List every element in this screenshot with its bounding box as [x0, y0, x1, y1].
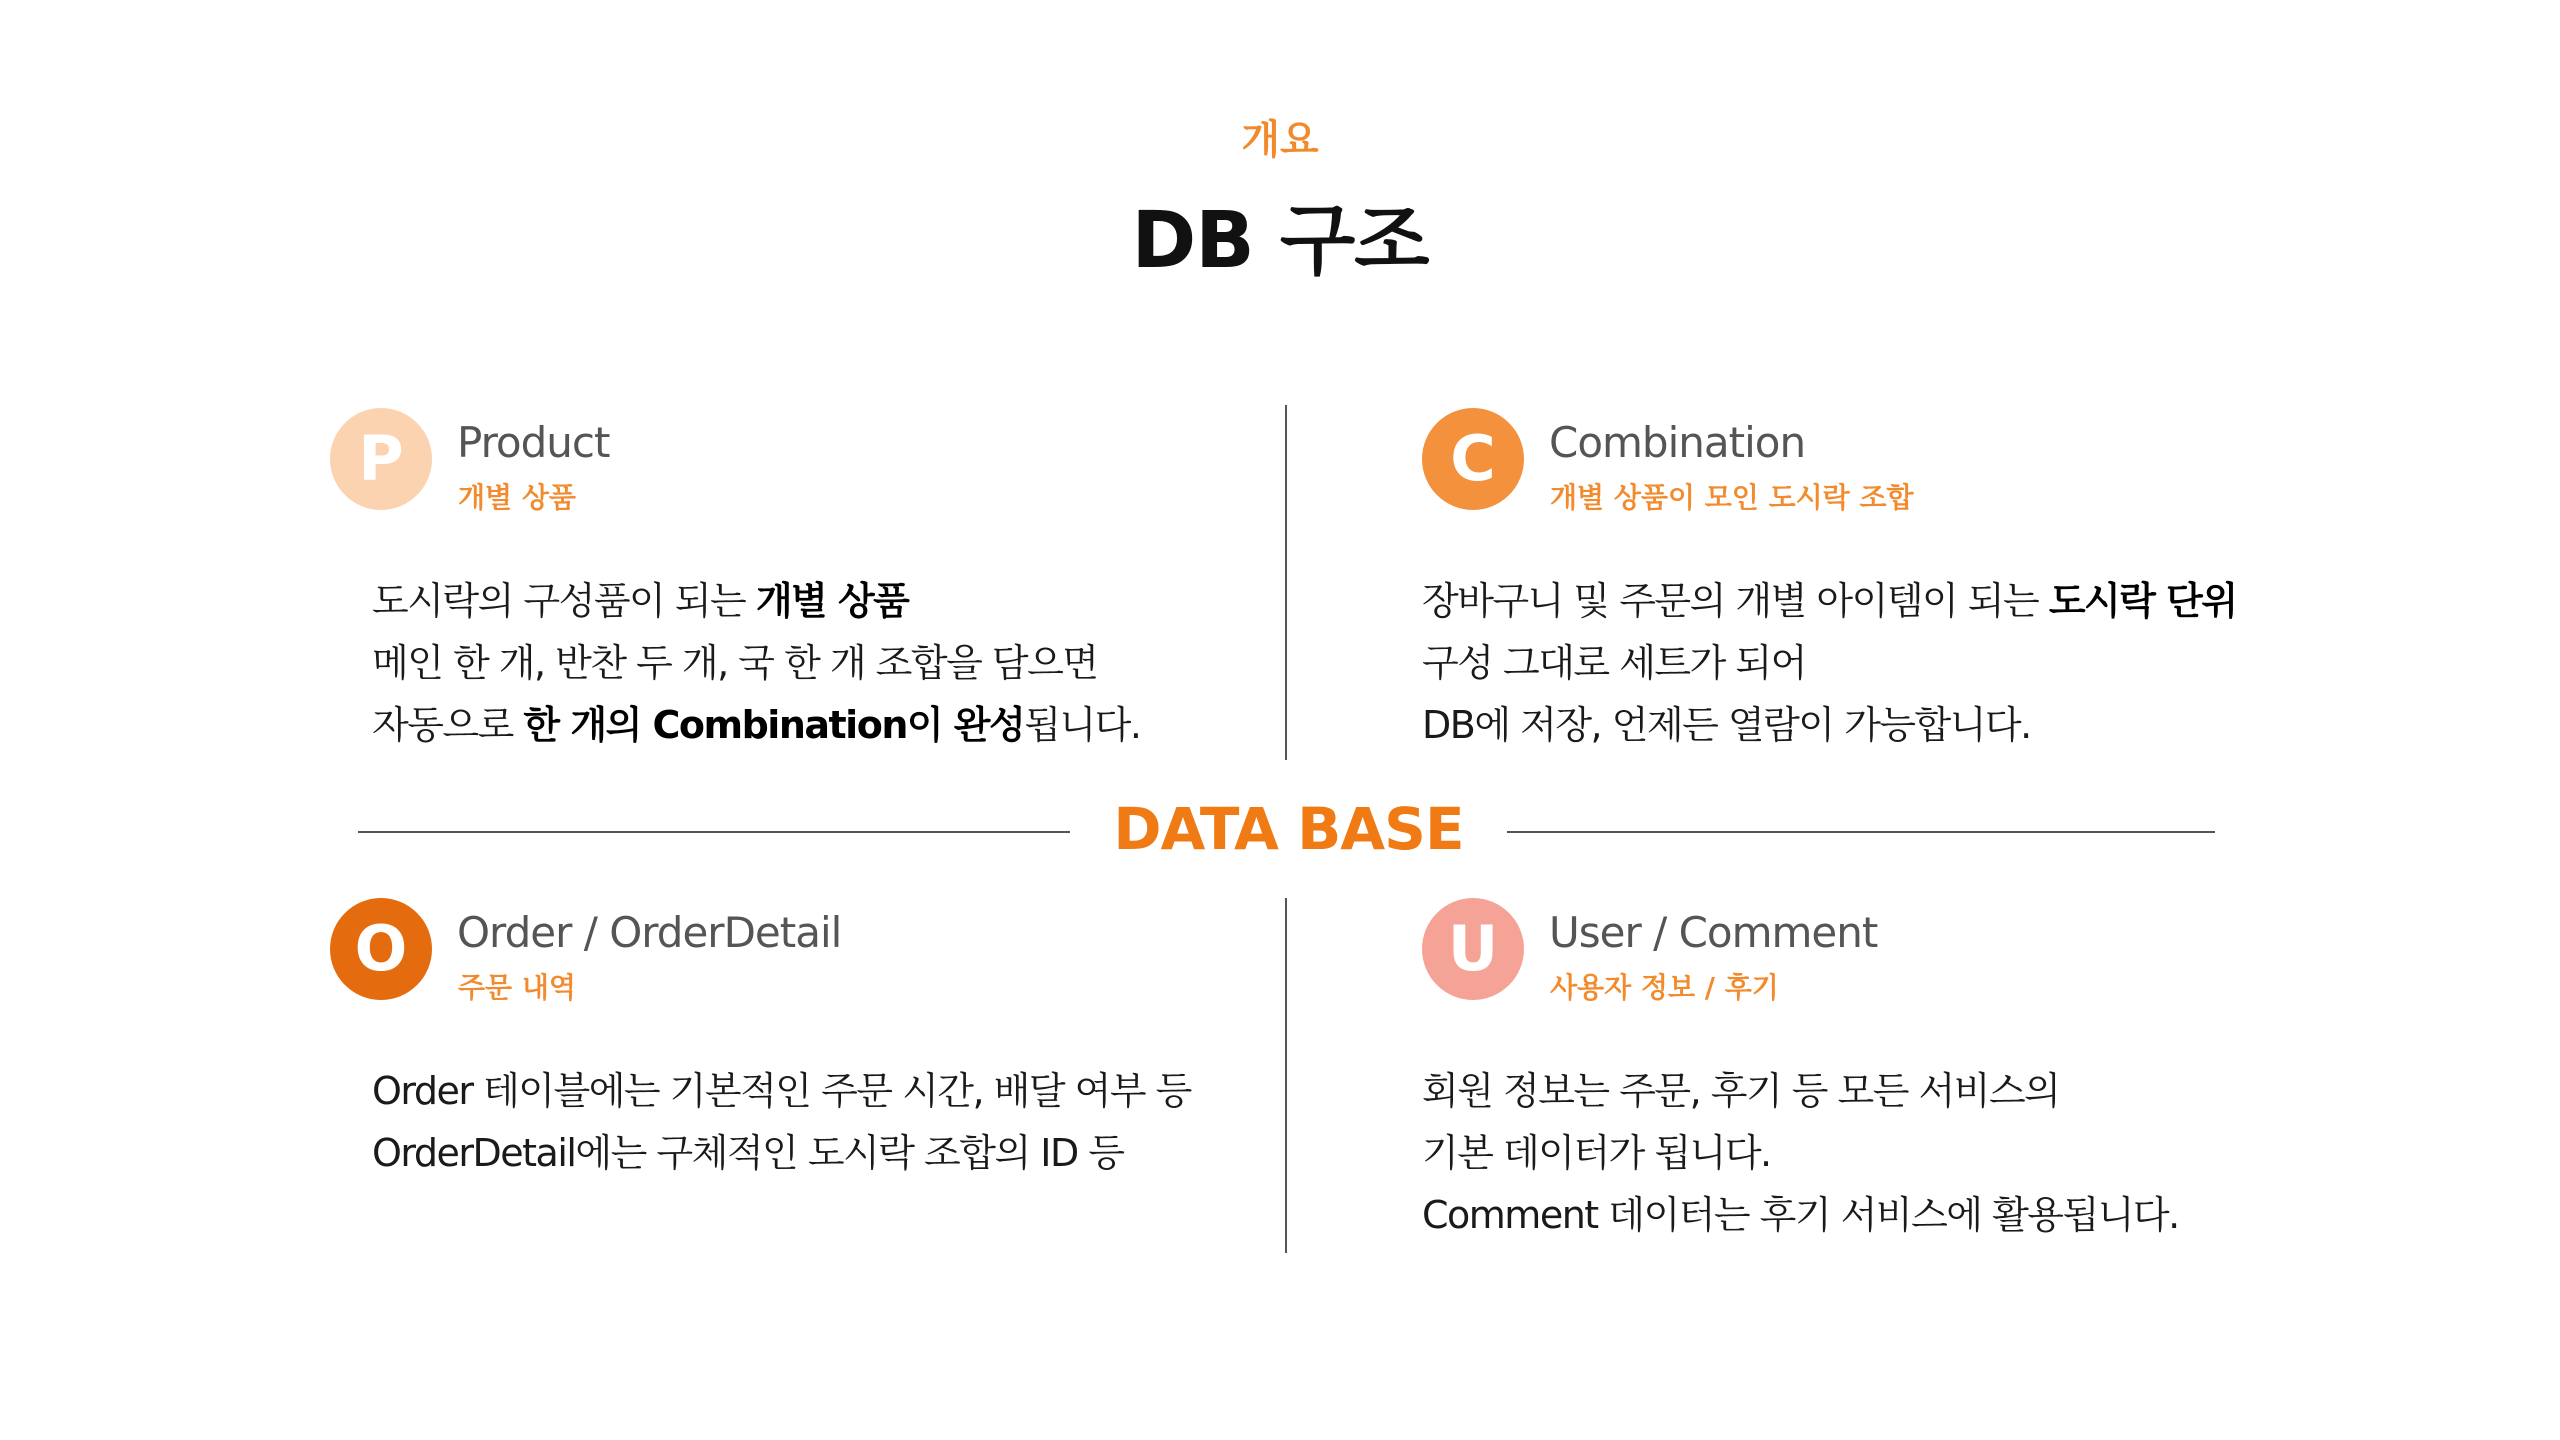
line-text: OrderDetail에는 구체적인 도시락 조합의 ID 등 [372, 1131, 1124, 1175]
divider-vertical-bottom [1285, 898, 1287, 1253]
card-subtitle: 개별 상품이 모인 도시락 조합 [1550, 481, 1914, 514]
card-body [372, 570, 1140, 756]
body-line [372, 1060, 1191, 1122]
line-text: 구성 그대로 세트가 되어 [1422, 641, 1806, 685]
combination-badge-icon: C [1422, 408, 1524, 510]
line-emphasis: 도시락 단위 [2048, 579, 2237, 623]
line-text: 장바구니 및 주문의 개별 아이템이 되는 [1422, 579, 2049, 623]
card-title: Order / OrderDetail [457, 908, 842, 957]
line-text: 됩니다. [1024, 703, 1141, 747]
divider-vertical-top [1285, 405, 1287, 760]
card-title: Product [457, 418, 610, 467]
page-title: DB 구조 [1131, 196, 1429, 286]
line-text: 회원 정보는 주문, 후기 등 모든 서비스의 [1422, 1069, 2060, 1113]
body-line [372, 570, 1140, 632]
line-text: DB에 저장, 언제든 열람이 가능합니다. [1422, 703, 2031, 747]
product-badge-icon: P [330, 408, 432, 510]
card-subtitle: 사용자 정보 / 후기 [1550, 971, 1779, 1004]
line-text: 메인 한 개, 반찬 두 개, 국 한 개 조합을 담으면 [372, 641, 1098, 685]
card-body [372, 1060, 1191, 1184]
body-line [1422, 1060, 2179, 1122]
database-label: DATA BASE [1113, 795, 1464, 863]
body-line [372, 1122, 1191, 1184]
line-emphasis: 한 개의 Combination이 완성 [523, 703, 1025, 747]
user-badge-icon: U [1422, 898, 1524, 1000]
line-text: Order 테이블에는 기본적인 주문 시간, 배달 여부 등 [372, 1069, 1191, 1113]
card-subtitle: 개별 상품 [458, 481, 576, 514]
order-badge-icon: O [330, 898, 432, 1000]
card-body [1422, 570, 2237, 756]
card-subtitle: 주문 내역 [458, 971, 576, 1004]
body-line [1422, 1184, 2179, 1246]
body-line [1422, 570, 2237, 632]
card-body [1422, 1060, 2179, 1246]
card-title: User / Comment [1549, 908, 1878, 957]
line-text: Comment 데이터는 후기 서비스에 활용됩니다. [1422, 1193, 2179, 1237]
line-text: 도시락의 구성품이 되는 [372, 579, 756, 623]
line-emphasis: 개별 상품 [755, 579, 909, 623]
divider-horizontal-left [358, 831, 1070, 833]
body-line [1422, 694, 2237, 756]
body-line [372, 694, 1140, 756]
body-line [1422, 632, 2237, 694]
body-line [372, 632, 1140, 694]
divider-horizontal-right [1507, 831, 2215, 833]
card-title: Combination [1549, 418, 1806, 467]
line-text: 기본 데이터가 됩니다. [1422, 1131, 1771, 1175]
line-text: 자동으로 [372, 703, 524, 747]
section-eyebrow: 개요 [1241, 117, 1319, 163]
body-line [1422, 1122, 2179, 1184]
